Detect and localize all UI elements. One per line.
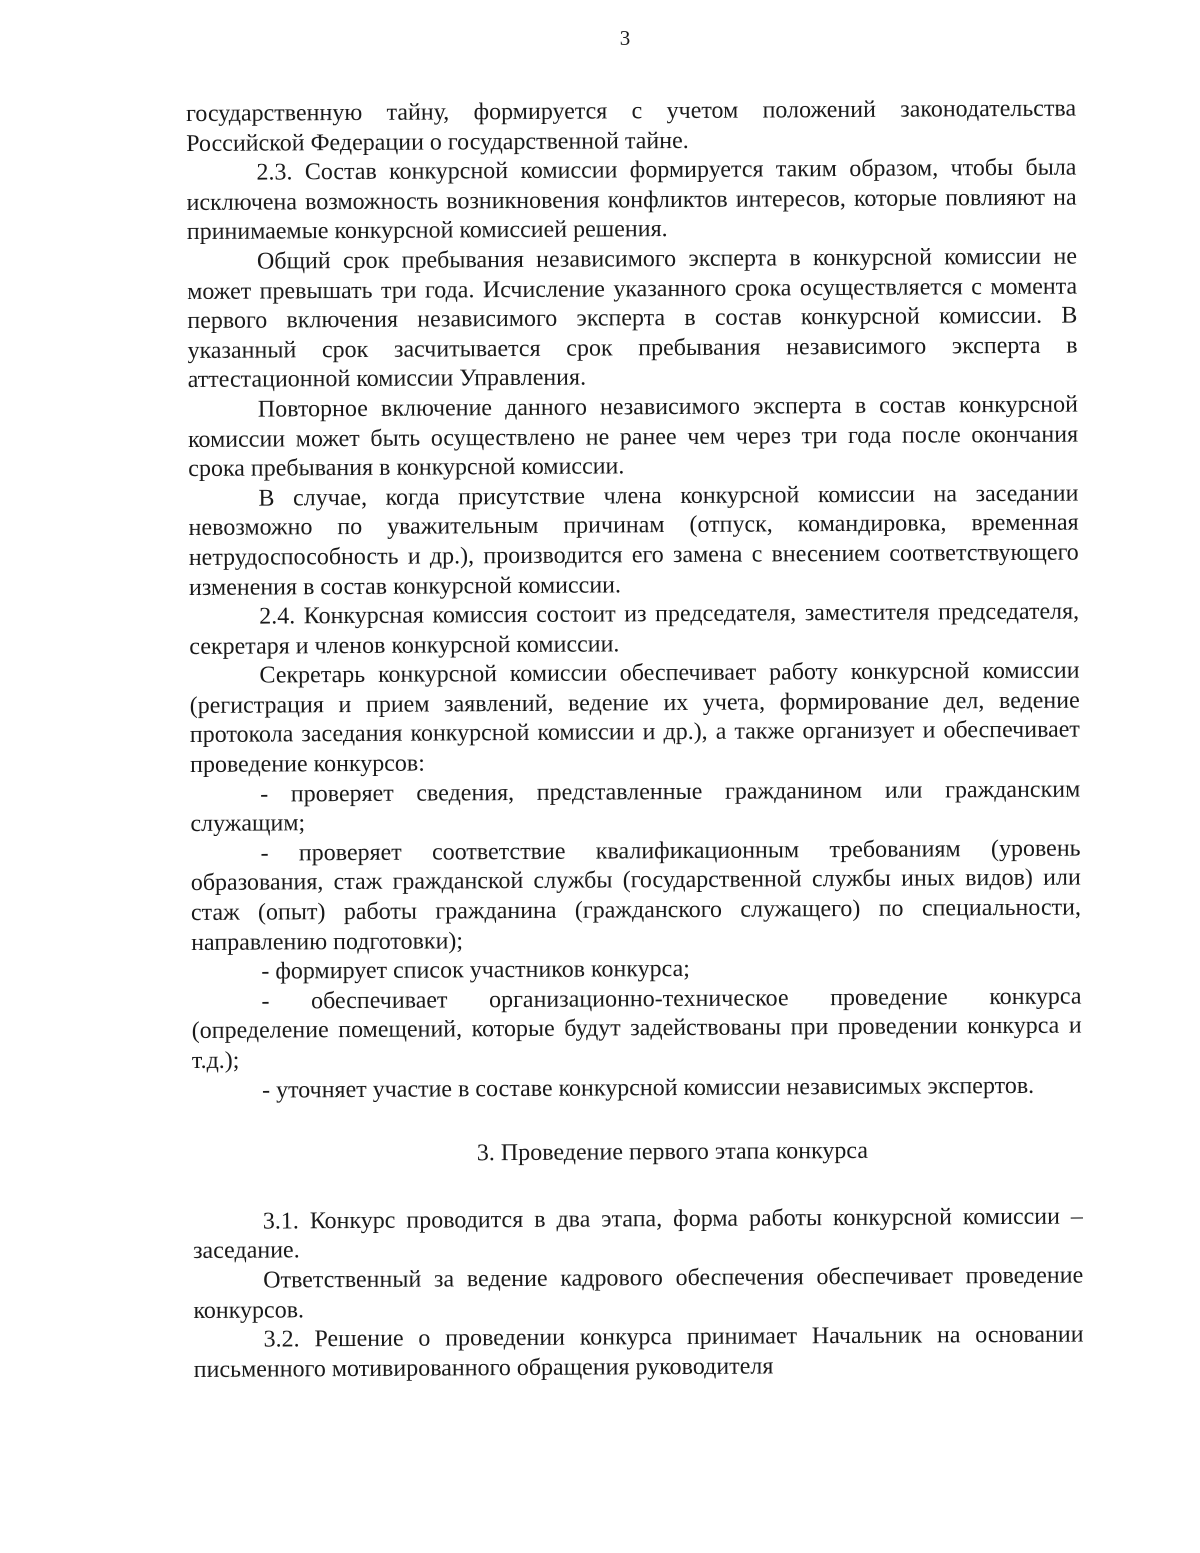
page-number: 3 [619,26,631,50]
paragraph: Повторное включение данного независимого эксперта в состав конкурсной комиссии может быть осуществлено не ранее чем через три года после окончания срока пребывания в конкурсной комиссии. [187,391,1079,483]
paragraph: Общий срок пребывания независимого эксперта в конкурсной комиссии не может превышать три года. Исчисление указанного срока осуществляется с момента первого включения независимого эксперта в состав конкурсной комиссии. В указанный срок засчитывается срок пребывания независимого эксперта в аттестационной комиссии Управления. [187,243,1078,394]
list-item: - проверяет сведения, представленные гражданином или гражданским служащим; [190,776,1081,838]
paragraph: государственную тайну, формируется с учетом положений законодательства Российской Федерации о государственной тайне. [186,95,1077,157]
list-item: - уточняет участие в составе конкурсной комиссии независимых экспертов. [261,1072,1035,1104]
list-item: - обеспечивает организационно-техническое проведение конкурса (определение помещений, которые будут задействованы при проведении конкурса и т.д.); [191,983,1082,1074]
paragraph: 2.3. Состав конкурсной комиссии формируется таким образом, чтобы была исключена возможность возникновения конфликтов интересов, которые повлияют на принимаемые конкурсной комиссией решения. [186,154,1077,246]
document-body [186,95,1084,1386]
paragraph: 3.1. Конкурс проводится в два этапа, форма работы конкурсной комиссии – заседание. [192,1203,1083,1265]
paragraph: Секретарь конкурсной комиссии обеспечивает работу конкурсной комиссии (регистрация и прием заявлений, ведение их учета, формирование дел, ведение протокола заседания конкурсной комиссии и др.), а также организует и обеспечивает проведение конкурсов: [189,657,1080,779]
section-heading: 3. Проведение первого этапа конкурса [476,1138,869,1167]
paragraph: Ответственный за ведение кадрового обеспечения обеспечивает проведение конкурсов. [193,1262,1084,1324]
list-item: - проверяет соответствие квалификационным требованиям (уровень образования, стаж гражданской службы (государственной службы иных видов) или стаж (опыт) работы гражданина (гражданского служащего) по специальности, направлению подготовки); [190,835,1082,956]
paragraph: 3.2. Решение о проведении конкурса принимает Начальник на основании письменного мотивированного обращения руководителя [193,1321,1084,1383]
paragraph: 2.4. Конкурсная комиссия состоит из председателя, заместителя председателя, секретаря и членов конкурсной комиссии. [189,598,1080,660]
paragraph: В случае, когда присутствие члена конкурсной комиссии на заседании невозможно по уважительным причинам (отпуск, командировка, временная нетрудоспособность и др.), производится его замена с внесением соответствующего изменения в состав конкурсной комиссии. [188,480,1079,601]
list-item: - формирует список участников конкурса; [261,956,690,985]
